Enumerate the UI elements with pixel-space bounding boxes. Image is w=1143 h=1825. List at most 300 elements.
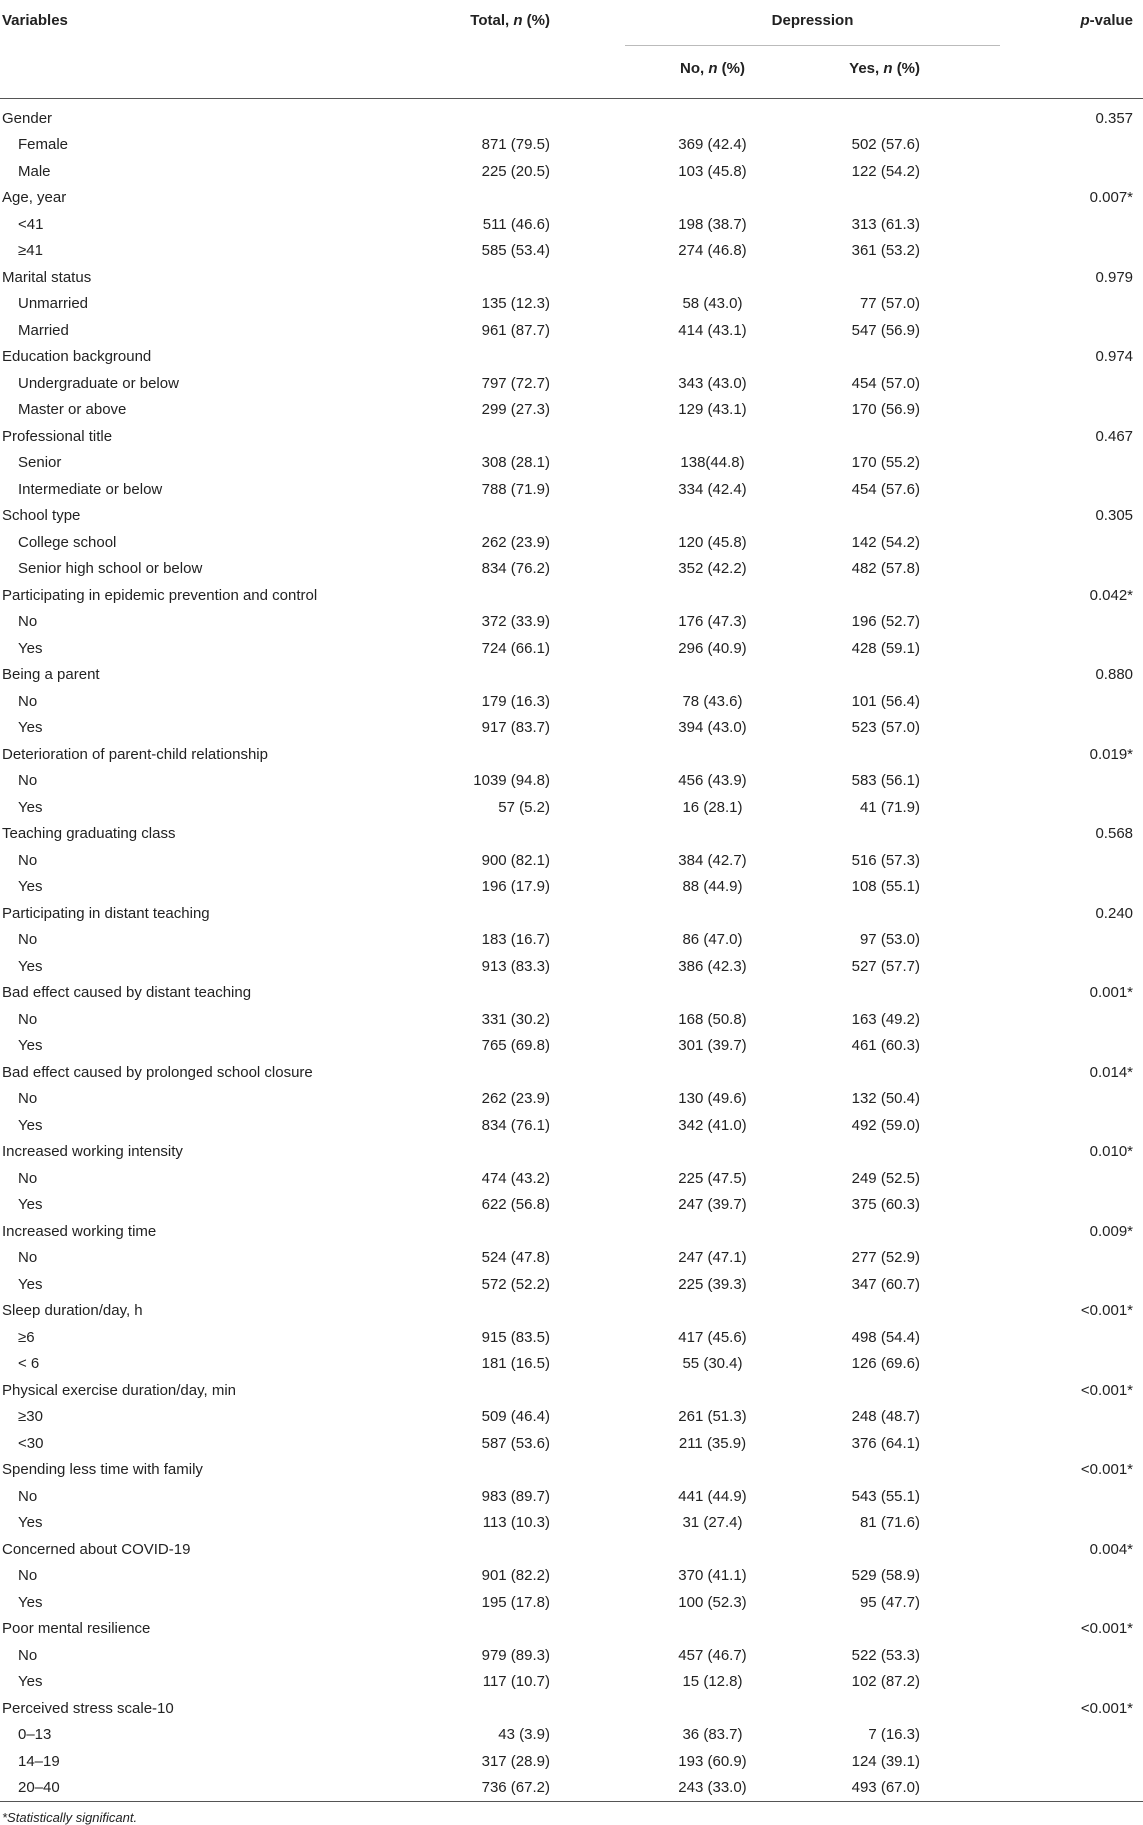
cell-depression-yes [800, 264, 1000, 291]
cell-depression-no [625, 264, 800, 291]
cell-pvalue [1000, 476, 1143, 503]
cell-depression-yes [800, 344, 1000, 371]
table-row-level [0, 1669, 1143, 1696]
cell-variable: Professional title [2, 427, 113, 445]
cell-variable: Poor mental resilience [2, 1620, 151, 1638]
cell-total: 915 (83.5) [481, 1328, 550, 1346]
cell-variable: 0–13 [18, 1726, 52, 1744]
cell-total [455, 980, 625, 1007]
cell-total: 524 (47.8) [481, 1249, 550, 1267]
cell-depression-yes: 482 (57.8) [851, 560, 921, 578]
cell-total [455, 662, 625, 689]
cell-pvalue [1000, 635, 1143, 662]
cell-depression-no [625, 344, 800, 371]
cell-variable: 20–40 [0, 1775, 455, 1802]
cell-pvalue: 0.010* [1089, 1143, 1134, 1161]
cell-pvalue [1000, 1271, 1143, 1298]
table-row-level [0, 1589, 1143, 1616]
cell-total: 585 (53.4) [481, 242, 550, 260]
header-no-text: No, n (%) [679, 60, 745, 77]
cell-depression-yes: 249 (52.5) [851, 1169, 921, 1187]
cell-depression-no [625, 980, 800, 1007]
table-row-category [0, 1139, 1143, 1166]
table-row-level [0, 211, 1143, 238]
cell-depression-no [625, 900, 800, 927]
cell-depression-yes: 196 (52.7) [851, 613, 921, 631]
cell-total [455, 185, 625, 212]
cell-depression-yes: 522 (53.3) [851, 1646, 921, 1664]
cell-depression-yes [800, 1536, 1000, 1563]
cell-total: 372 (33.9) [481, 613, 550, 631]
cell-total: 917 (83.7) [481, 719, 550, 737]
cell-depression-no: 456 (43.9) [678, 772, 747, 790]
header-total-text: Total, n (%) [470, 12, 550, 29]
table-row-level [0, 1775, 1143, 1802]
table-row-category [0, 900, 1143, 927]
cell-depression-no [625, 185, 800, 212]
table-row-category [0, 821, 1143, 848]
cell-total: 179 (16.3) [481, 692, 550, 710]
cell-variable: No [18, 1090, 38, 1108]
cell-pvalue: 0.014* [1089, 1063, 1134, 1081]
cell-depression-yes: 493 (67.0) [800, 1775, 1000, 1802]
table-row-category [0, 99, 1143, 132]
cell-total: 901 (82.2) [481, 1567, 550, 1585]
cell-depression-no: 198 (38.7) [678, 215, 747, 233]
cell-depression-no [625, 503, 800, 530]
footnote-text: *Statistically significant. [2, 1810, 138, 1825]
cell-depression-yes: 543 (55.1) [851, 1487, 921, 1505]
cell-total: 834 (76.2) [481, 560, 550, 578]
cell-depression-yes: 516 (57.3) [851, 851, 921, 869]
cell-pvalue: 0.467 [1095, 427, 1134, 445]
cell-pvalue [1000, 927, 1143, 954]
cell-pvalue: 0.305 [1095, 507, 1134, 525]
cell-depression-yes: 498 (54.4) [851, 1328, 921, 1346]
cell-variable: Yes [18, 1196, 43, 1214]
cell-variable: Education background [2, 348, 152, 366]
table-row-level [0, 291, 1143, 318]
table-row-category [0, 741, 1143, 768]
cell-depression-yes [800, 1139, 1000, 1166]
cell-variable: School type [2, 507, 81, 525]
table-row-category [0, 980, 1143, 1007]
cell-depression-yes: 142 (54.2) [851, 533, 921, 551]
table-row-level [0, 476, 1143, 503]
header-blank-total [455, 46, 625, 99]
table-row-level [0, 1086, 1143, 1113]
cell-total: 331 (30.2) [481, 1010, 550, 1028]
cell-variable: Yes [18, 1593, 43, 1611]
cell-variable: College school [18, 533, 117, 551]
cell-depression-yes [800, 662, 1000, 689]
cell-total [455, 1218, 625, 1245]
cell-depression-yes: 97 (53.0) [859, 931, 921, 949]
cell-variable: No [18, 931, 38, 949]
cell-total: 724 (66.1) [481, 639, 550, 657]
cell-total [455, 264, 625, 291]
cell-pvalue [1000, 794, 1143, 821]
cell-pvalue [1000, 1324, 1143, 1351]
cell-pvalue: 0.357 [1095, 109, 1134, 127]
cell-total: 262 (23.9) [481, 533, 550, 551]
cell-total: 572 (52.2) [481, 1275, 550, 1293]
cell-depression-no: 120 (45.8) [678, 533, 747, 551]
cell-variable: Increased working intensity [2, 1143, 183, 1161]
cell-depression-yes: 529 (58.9) [851, 1567, 921, 1585]
cell-pvalue [1000, 1165, 1143, 1192]
cell-depression-no: 417 (45.6) [678, 1328, 747, 1346]
cell-pvalue: 0.974 [1095, 348, 1134, 366]
cell-pvalue [1000, 556, 1143, 583]
cell-pvalue: 0.004* [1089, 1540, 1134, 1558]
cell-depression-yes [800, 1298, 1000, 1325]
cell-depression-no [625, 741, 800, 768]
cell-depression-no: 176 (47.3) [678, 613, 747, 631]
cell-depression-no [625, 582, 800, 609]
cell-depression-no: 138(44.8) [680, 454, 745, 472]
cell-depression-yes [800, 423, 1000, 450]
cell-depression-yes: 248 (48.7) [851, 1408, 921, 1426]
table-row-level [0, 1748, 1143, 1775]
table-row-category [0, 1298, 1143, 1325]
table-row-level [0, 238, 1143, 265]
cell-depression-no: 243 (33.0) [625, 1775, 800, 1802]
cell-total: 913 (83.3) [481, 957, 550, 975]
cell-variable: Being a parent [2, 666, 100, 684]
cell-depression-yes: 81 (71.6) [859, 1514, 921, 1532]
table-row-level [0, 768, 1143, 795]
cell-variable: Yes [18, 878, 43, 896]
cell-variable: Undergraduate or below [18, 374, 179, 392]
header-depression-yes [800, 46, 1000, 99]
cell-total: 509 (46.4) [481, 1408, 550, 1426]
cell-variable: Yes [18, 719, 43, 737]
cell-total [455, 503, 625, 530]
cell-total: 113 (10.3) [482, 1514, 550, 1532]
cell-variable: Married [18, 321, 69, 339]
cell-depression-yes: 461 (60.3) [851, 1037, 921, 1055]
cell-variable: Increased working time [2, 1222, 157, 1240]
cell-pvalue [1000, 1404, 1143, 1431]
cell-depression-no: 225 (39.3) [678, 1275, 747, 1293]
cell-depression-yes: 170 (55.2) [851, 454, 921, 472]
cell-depression-yes: 132 (50.4) [851, 1090, 921, 1108]
table-row-level [0, 1510, 1143, 1537]
cell-pvalue [1000, 317, 1143, 344]
table-row-level [0, 317, 1143, 344]
table-row-level [0, 1165, 1143, 1192]
table-row-category [0, 185, 1143, 212]
cell-variable: Physical exercise duration/day, min [2, 1381, 236, 1399]
cell-total: 57 (5.2) [498, 798, 550, 816]
cell-variable: No [18, 772, 38, 790]
cell-depression-no: 457 (46.7) [678, 1646, 747, 1664]
cell-pvalue: 0.007* [1089, 189, 1134, 207]
cell-depression-yes [800, 503, 1000, 530]
cell-total: 474 (43.2) [481, 1169, 550, 1187]
cell-pvalue [1000, 370, 1143, 397]
cell-total: 299 (27.3) [481, 401, 550, 419]
cell-variable: No [18, 1010, 38, 1028]
cell-variable: Female [18, 136, 69, 154]
cell-depression-yes [800, 582, 1000, 609]
cell-variable: <41 [18, 215, 44, 233]
cell-pvalue [1000, 1430, 1143, 1457]
cell-depression-yes: 523 (57.0) [851, 719, 921, 737]
cell-variable: No [18, 1487, 38, 1505]
table-row-level [0, 1642, 1143, 1669]
cell-variable: No [18, 851, 38, 869]
cell-depression-yes: 428 (59.1) [851, 639, 921, 657]
cell-variable: Male [18, 162, 51, 180]
cell-total: 43 (3.9) [498, 1726, 550, 1744]
cell-variable: Yes [18, 1116, 43, 1134]
cell-pvalue [1000, 688, 1143, 715]
table-row-category [0, 1536, 1143, 1563]
cell-depression-no: 31 (27.4) [682, 1514, 743, 1532]
cell-depression-yes [800, 1616, 1000, 1643]
cell-total [455, 821, 625, 848]
cell-pvalue [1000, 211, 1143, 238]
cell-pvalue [1000, 1775, 1143, 1802]
cell-pvalue [1000, 1033, 1143, 1060]
cell-depression-yes [800, 821, 1000, 848]
table-row-level [0, 529, 1143, 556]
cell-depression-yes: 7 (16.3) [868, 1726, 921, 1744]
cell-total: 1039 (94.8) [473, 772, 550, 790]
cell-variable: Yes [18, 639, 43, 657]
cell-variable: Participating in epidemic prevention and control [2, 586, 318, 604]
cell-total: 871 (79.5) [481, 136, 550, 154]
cell-depression-no [625, 1139, 800, 1166]
cell-depression-no: 130 (49.6) [678, 1090, 747, 1108]
table-row-level [0, 1324, 1143, 1351]
cell-total [455, 1616, 625, 1643]
table-row-category [0, 344, 1143, 371]
cell-depression-yes: 361 (53.2) [851, 242, 921, 260]
cell-depression-yes: 454 (57.0) [851, 374, 921, 392]
cell-depression-no [625, 1059, 800, 1086]
table-row-category [0, 1218, 1143, 1245]
cell-pvalue: <0.001* [1080, 1620, 1134, 1638]
cell-total: 983 (89.7) [481, 1487, 550, 1505]
cell-total [455, 741, 625, 768]
cell-depression-no [625, 1218, 800, 1245]
cell-depression-yes: 122 (54.2) [851, 162, 921, 180]
cell-depression-no [625, 1536, 800, 1563]
cell-total: 308 (28.1) [481, 454, 550, 472]
cell-variable: ≥41 [18, 242, 43, 260]
cell-pvalue [1000, 874, 1143, 901]
cell-depression-yes: 492 (59.0) [851, 1116, 921, 1134]
cell-depression-yes: 347 (60.7) [851, 1275, 921, 1293]
cell-depression-yes: 375 (60.3) [851, 1196, 921, 1214]
cell-depression-yes [800, 900, 1000, 927]
cell-depression-yes: 583 (56.1) [851, 772, 921, 790]
cell-variable: Senior [18, 454, 62, 472]
cell-total: 225 (20.5) [481, 162, 550, 180]
header-depression-no [625, 46, 800, 99]
cell-variable: Concerned about COVID-19 [2, 1540, 191, 1558]
cell-depression-no [625, 1298, 800, 1325]
cell-variable: No [18, 1567, 38, 1585]
cell-total: 622 (56.8) [481, 1196, 550, 1214]
cell-depression-yes: 547 (56.9) [851, 321, 921, 339]
cell-pvalue [1000, 1510, 1143, 1537]
cell-depression-yes: 102 (87.2) [851, 1673, 921, 1691]
header-variables: Variables [2, 12, 68, 29]
cell-variable: No [18, 613, 38, 631]
cell-depression-yes [800, 1377, 1000, 1404]
table-row-category [0, 264, 1143, 291]
cell-pvalue [1000, 847, 1143, 874]
cell-depression-no: 342 (41.0) [678, 1116, 747, 1134]
table-row-category [0, 503, 1143, 530]
cell-pvalue [1000, 1563, 1143, 1590]
cell-variable: Yes [18, 1673, 43, 1691]
cell-depression-no: 414 (43.1) [678, 321, 747, 339]
header-depression: Depression [625, 0, 1000, 46]
cell-depression-no: 386 (42.3) [678, 957, 747, 975]
cell-depression-yes [800, 1457, 1000, 1484]
table-row-category [0, 1059, 1143, 1086]
cell-depression-yes: 376 (64.1) [851, 1434, 921, 1452]
cell-depression-yes: 108 (55.1) [851, 878, 921, 896]
cell-pvalue [1000, 1669, 1143, 1696]
cell-depression-no: 168 (50.8) [678, 1010, 747, 1028]
cell-total [455, 344, 625, 371]
cell-depression-no: 301 (39.7) [678, 1037, 747, 1055]
cell-variable: Participating in distant teaching [2, 904, 210, 922]
cell-total [455, 1298, 625, 1325]
cell-pvalue [1000, 132, 1143, 159]
table-row-level [0, 1271, 1143, 1298]
cell-variable: Yes [18, 1514, 43, 1532]
table-row-level [0, 397, 1143, 424]
table-row-level [0, 1006, 1143, 1033]
cell-depression-no [625, 1457, 800, 1484]
cell-pvalue: 0.001* [1089, 984, 1134, 1002]
cell-variable: Deterioration of parent-child relationship [2, 745, 268, 763]
table-row-level [0, 927, 1143, 954]
table-row-level [0, 715, 1143, 742]
cell-depression-no [625, 1377, 800, 1404]
table-row-category [0, 582, 1143, 609]
cell-variable: No [18, 692, 38, 710]
cell-depression-no: 86 (47.0) [682, 931, 743, 949]
cell-pvalue [1000, 238, 1143, 265]
cell-total: 797 (72.7) [481, 374, 550, 392]
cell-variable: <30 [18, 1434, 44, 1452]
header-yes-text: Yes, n (%) [849, 60, 921, 77]
cell-variable: Yes [18, 1275, 43, 1293]
cell-variable: No [18, 1169, 38, 1187]
cell-pvalue: 0.880 [1095, 666, 1134, 684]
table-row-category [0, 662, 1143, 689]
cell-depression-no: 274 (46.8) [678, 242, 747, 260]
cell-depression-no: 100 (52.3) [678, 1593, 747, 1611]
cell-pvalue [1000, 768, 1143, 795]
cell-depression-yes [800, 99, 1000, 132]
table-row-level [0, 1351, 1143, 1378]
cell-total: 183 (16.7) [481, 931, 550, 949]
cell-depression-no: 441 (44.9) [678, 1487, 747, 1505]
cell-depression-no: 247 (47.1) [678, 1249, 747, 1267]
cell-pvalue [1000, 158, 1143, 185]
cell-pvalue [1000, 953, 1143, 980]
cell-variable: Perceived stress scale-10 [2, 1699, 174, 1717]
cell-variable: Bad effect caused by prolonged school closure [2, 1063, 313, 1081]
cell-variable: ≥30 [18, 1408, 43, 1426]
cell-total: 961 (87.7) [481, 321, 550, 339]
cell-variable: Sleep duration/day, h [2, 1302, 143, 1320]
cell-depression-no: 225 (47.5) [678, 1169, 747, 1187]
cell-depression-no: 296 (40.9) [678, 639, 747, 657]
cell-total [455, 1457, 625, 1484]
cell-depression-no [625, 423, 800, 450]
table-row-level [0, 1722, 1143, 1749]
table-row-level [0, 1033, 1143, 1060]
cell-pvalue [1000, 1642, 1143, 1669]
cell-depression-yes: 277 (52.9) [851, 1249, 921, 1267]
cell-pvalue [1000, 1192, 1143, 1219]
cell-depression-no: 334 (42.4) [678, 480, 747, 498]
cell-depression-no [625, 99, 800, 132]
cell-depression-no: 369 (42.4) [678, 136, 747, 154]
cell-total: 196 (17.9) [481, 878, 550, 896]
cell-pvalue [1000, 1748, 1143, 1775]
table-row-level [0, 609, 1143, 636]
cell-variable: Unmarried [18, 295, 89, 313]
header-blank-pvalue [1000, 46, 1143, 99]
cell-total: 317 (28.9) [481, 1752, 550, 1770]
cell-total [455, 900, 625, 927]
cell-depression-no: 103 (45.8) [678, 162, 747, 180]
table-row-level [0, 953, 1143, 980]
table-row-category [0, 1695, 1143, 1722]
cell-variable: Age, year [2, 189, 67, 207]
table-row-level [0, 874, 1143, 901]
cell-variable: Intermediate or below [18, 480, 163, 498]
cell-depression-yes [800, 980, 1000, 1007]
cell-variable: Master or above [18, 401, 127, 419]
cell-depression-no: 211 (35.9) [678, 1434, 747, 1452]
table-row-level [0, 1430, 1143, 1457]
cell-depression-no [625, 662, 800, 689]
cell-depression-no [625, 1695, 800, 1722]
cell-total: 736 (67.2) [455, 1775, 625, 1802]
cell-depression-no: 78 (43.6) [682, 692, 743, 710]
cell-total [455, 99, 625, 132]
cell-pvalue [1000, 1245, 1143, 1272]
cell-pvalue: 0.568 [1095, 825, 1134, 843]
table-row-category [0, 1457, 1143, 1484]
cell-pvalue [1000, 397, 1143, 424]
table-row-level [0, 158, 1143, 185]
cell-variable: Yes [18, 957, 43, 975]
cell-total [455, 1139, 625, 1166]
header-pvalue [1000, 0, 1143, 46]
table-row-level [0, 1404, 1143, 1431]
cell-variable: Yes [18, 1037, 43, 1055]
cell-pvalue: 0.979 [1095, 268, 1134, 286]
cell-variable: 14–19 [18, 1752, 60, 1770]
cell-variable: ≥6 [18, 1328, 35, 1346]
cell-pvalue [1000, 1351, 1143, 1378]
cell-pvalue [1000, 1483, 1143, 1510]
cell-depression-no: 394 (43.0) [678, 719, 747, 737]
